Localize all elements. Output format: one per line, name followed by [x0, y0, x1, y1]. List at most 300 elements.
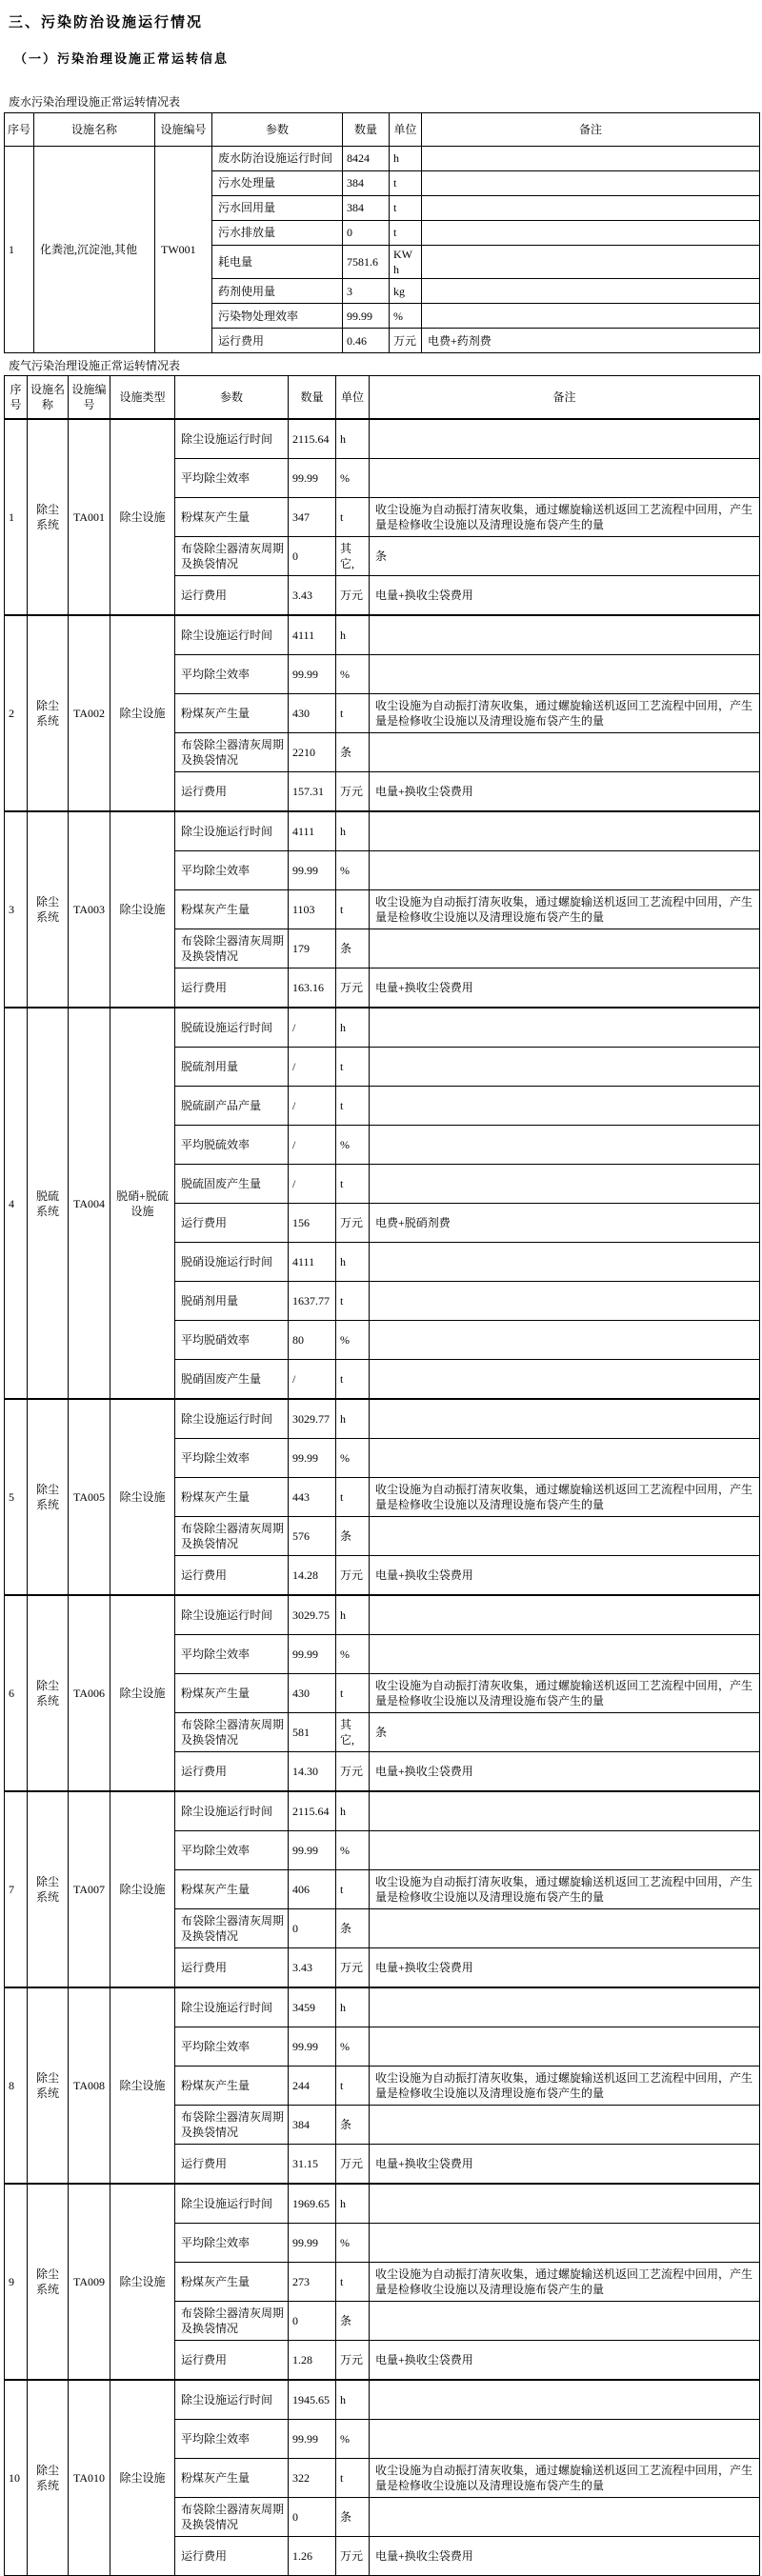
unit-cell: t [390, 171, 422, 196]
qty-cell: 99.99 [289, 851, 336, 890]
column-header: 参数 [175, 376, 289, 420]
qty-cell: 2115.64 [289, 419, 336, 459]
unit-cell: t [336, 1282, 370, 1321]
qty-cell: 156 [289, 1204, 336, 1243]
facility-name-cell: 除尘系统 [28, 419, 69, 615]
facility-name-cell: 除尘系统 [28, 1791, 69, 1987]
note-cell [370, 851, 760, 890]
table-row [5, 615, 760, 655]
note-cell [370, 1399, 760, 1439]
param-cell: 脱硫固废产生量 [175, 1165, 289, 1204]
qty-cell: 157.31 [289, 772, 336, 812]
facility-section [5, 1399, 760, 1595]
param-cell: 药剂使用量 [212, 279, 343, 304]
param-cell: 废水防治设施运行时间 [212, 147, 343, 171]
note-cell: 收尘设施为自动振打清灰收集，通过螺旋输送机返回工艺流程中回用，产生量是检修收尘设施以及清理设施布袋产生的量 [370, 2459, 760, 2498]
column-header: 数量 [343, 113, 390, 147]
param-cell: 除尘设施运行时间 [175, 1399, 289, 1439]
unit-cell: % [336, 1321, 370, 1360]
note-cell [370, 2302, 760, 2341]
qty-cell: 347 [289, 498, 336, 537]
param-cell: 布袋除尘器清灰周期及换袋情况 [175, 2498, 289, 2537]
unit-cell: 万元 [336, 1556, 370, 1596]
unit-cell: t [390, 196, 422, 221]
facility-name-cell: 除尘系统 [28, 1595, 69, 1791]
param-cell: 运行费用 [175, 1556, 289, 1596]
column-header: 设施类型 [110, 376, 175, 420]
unit-cell: h [336, 2380, 370, 2420]
qty-cell: 0 [289, 2498, 336, 2537]
param-cell: 粉煤灰产生量 [175, 2067, 289, 2106]
note-cell: 电量+换收尘袋费用 [370, 1752, 760, 1792]
unit-cell: h [336, 2184, 370, 2224]
qty-cell: 3 [343, 279, 390, 304]
param-cell: 脱硝设施运行时间 [175, 1243, 289, 1282]
unit-cell: 条 [336, 733, 370, 772]
column-header: 参数 [212, 113, 343, 147]
row-index-cell: 8 [5, 1987, 28, 2184]
unit-cell: t [336, 1087, 370, 1126]
param-cell: 布袋除尘器清灰周期及换袋情况 [175, 733, 289, 772]
param-cell: 除尘设施运行时间 [175, 811, 289, 851]
param-cell: 粉煤灰产生量 [175, 1674, 289, 1713]
note-cell [370, 1282, 760, 1321]
param-cell: 平均脱硝效率 [175, 1321, 289, 1360]
qty-cell: 14.30 [289, 1752, 336, 1792]
qty-cell: 1969.65 [289, 2184, 336, 2224]
note-cell: 电费+脱硝剂费 [370, 1204, 760, 1243]
unit-cell: 万元 [336, 968, 370, 1008]
qty-cell: 99.99 [289, 655, 336, 694]
note-cell [370, 1165, 760, 1204]
qty-cell: 99.99 [289, 1439, 336, 1478]
unit-cell: t [390, 221, 422, 246]
param-cell: 布袋除尘器清灰周期及换袋情况 [175, 1909, 289, 1948]
qty-cell: 3459 [289, 1987, 336, 2027]
note-cell [370, 2420, 760, 2459]
param-cell: 平均除尘效率 [175, 2224, 289, 2263]
facility-code-cell: TA003 [69, 811, 110, 1008]
unit-cell: h [336, 615, 370, 655]
param-cell: 平均除尘效率 [175, 655, 289, 694]
column-header: 设施名称 [34, 113, 155, 147]
param-cell: 除尘设施运行时间 [175, 1987, 289, 2027]
unit-cell: % [336, 2224, 370, 2263]
qty-cell: 163.16 [289, 968, 336, 1008]
column-header: 设施编号 [69, 376, 110, 420]
table-row [5, 2380, 760, 2420]
unit-cell: 万元 [336, 2145, 370, 2185]
row-index-cell: 4 [5, 1008, 28, 1399]
column-header: 设施名称 [28, 376, 69, 420]
facility-code-cell: TA007 [69, 1791, 110, 1987]
qty-cell: 2115.64 [289, 1791, 336, 1831]
table-row [5, 1399, 760, 1439]
facility-section [5, 2184, 760, 2380]
water-table-label: 废水污染治理设施正常运转情况表 [9, 95, 181, 109]
qty-cell: 99.99 [289, 1635, 336, 1674]
param-cell: 污水回用量 [212, 196, 343, 221]
qty-cell: / [289, 1087, 336, 1126]
unit-cell: % [336, 1831, 370, 1870]
note-cell [370, 419, 760, 459]
unit-cell: 万元 [336, 1752, 370, 1792]
note-cell [370, 2498, 760, 2537]
qty-cell: 7581.6 [343, 246, 390, 279]
table-row [5, 147, 760, 171]
param-cell: 脱硝剂用量 [175, 1282, 289, 1321]
note-cell [370, 1048, 760, 1087]
facility-name-cell: 化粪池,沉淀池,其他 [34, 147, 155, 353]
unit-cell: h [336, 1008, 370, 1048]
row-index-cell: 9 [5, 2184, 28, 2380]
unit-cell: 万元 [336, 1204, 370, 1243]
param-cell: 运行费用 [175, 1204, 289, 1243]
note-cell: 收尘设施为自动振打清灰收集，通过螺旋输送机返回工艺流程中回用，产生量是检修收尘设施以及清理设施布袋产生的量 [370, 890, 760, 929]
unit-cell: t [336, 1478, 370, 1517]
note-cell: 电量+换收尘袋费用 [370, 2341, 760, 2381]
unit-cell: 条 [336, 2498, 370, 2537]
qty-cell: 0 [289, 1909, 336, 1948]
param-cell: 运行费用 [175, 2145, 289, 2185]
note-cell [370, 1909, 760, 1948]
qty-cell: 3.43 [289, 1948, 336, 1988]
facility-section [5, 1987, 760, 2184]
param-cell: 布袋除尘器清灰周期及换袋情况 [175, 929, 289, 968]
facility-code-cell: TA004 [69, 1008, 110, 1399]
note-cell [422, 196, 760, 221]
param-cell: 平均除尘效率 [175, 2027, 289, 2067]
table-row [5, 1595, 760, 1635]
qty-cell: 384 [289, 2106, 336, 2145]
qty-cell: 322 [289, 2459, 336, 2498]
param-cell: 除尘设施运行时间 [175, 1595, 289, 1635]
unit-cell: h [336, 1987, 370, 2027]
qty-cell: 430 [289, 1674, 336, 1713]
note-cell [370, 459, 760, 498]
unit-cell: t [336, 2459, 370, 2498]
row-index-cell: 1 [5, 147, 34, 353]
note-cell [370, 1831, 760, 1870]
facility-type-cell: 除尘设施 [110, 1399, 175, 1595]
param-cell: 粉煤灰产生量 [175, 2459, 289, 2498]
param-cell: 脱硫剂用量 [175, 1048, 289, 1087]
unit-cell: t [336, 498, 370, 537]
qty-cell: 1103 [289, 890, 336, 929]
qty-cell: 179 [289, 929, 336, 968]
row-index-cell: 6 [5, 1595, 28, 1791]
note-cell: 收尘设施为自动振打清灰收集，通过螺旋输送机返回工艺流程中回用，产生量是检修收尘设施以及清理设施布袋产生的量 [370, 1674, 760, 1713]
facility-name-cell: 除尘系统 [28, 2184, 69, 2380]
param-cell: 运行费用 [175, 2341, 289, 2381]
note-cell: 电量+换收尘袋费用 [370, 2145, 760, 2185]
note-cell: 收尘设施为自动振打清灰收集，通过螺旋输送机返回工艺流程中回用，产生量是检修收尘设施以及清理设施布袋产生的量 [370, 1870, 760, 1909]
qty-cell: 576 [289, 1517, 336, 1556]
column-header: 设施编号 [155, 113, 212, 147]
qty-cell: 0.46 [343, 329, 390, 353]
qty-cell: 1945.65 [289, 2380, 336, 2420]
qty-cell: 3029.75 [289, 1595, 336, 1635]
unit-cell: 其它, [336, 537, 370, 576]
note-cell [370, 1987, 760, 2027]
facility-code-cell: TA005 [69, 1399, 110, 1595]
param-cell: 平均除尘效率 [175, 459, 289, 498]
note-cell [370, 1791, 760, 1831]
unit-cell: % [336, 1126, 370, 1165]
unit-cell: 万元 [336, 1948, 370, 1988]
note-cell [370, 1008, 760, 1048]
param-cell: 脱硝固废产生量 [175, 1360, 289, 1400]
unit-cell: t [336, 2067, 370, 2106]
param-cell: 粉煤灰产生量 [175, 694, 289, 733]
param-cell: 运行费用 [175, 772, 289, 812]
water-table-header [5, 113, 760, 147]
note-cell [370, 1635, 760, 1674]
qty-cell: 4111 [289, 1243, 336, 1282]
qty-cell: 384 [343, 171, 390, 196]
note-cell [370, 1439, 760, 1478]
note-cell: 电量+换收尘袋费用 [370, 772, 760, 812]
facility-type-cell: 除尘设施 [110, 1987, 175, 2184]
param-cell: 平均除尘效率 [175, 1635, 289, 1674]
param-cell: 除尘设施运行时间 [175, 419, 289, 459]
qty-cell: 4111 [289, 615, 336, 655]
qty-cell: 244 [289, 2067, 336, 2106]
gas-treatment-table [4, 375, 760, 2576]
unit-cell: t [336, 1165, 370, 1204]
row-index-cell: 3 [5, 811, 28, 1008]
note-cell [370, 929, 760, 968]
unit-cell: 万元 [390, 329, 422, 353]
qty-cell: 581 [289, 1713, 336, 1752]
note-cell: 收尘设施为自动振打清灰收集，通过螺旋输送机返回工艺流程中回用，产生量是检修收尘设施以及清理设施布袋产生的量 [370, 498, 760, 537]
table-row [5, 2184, 760, 2224]
facility-type-cell: 脱硝+脱硫设施 [110, 1008, 175, 1399]
note-cell [370, 1243, 760, 1282]
unit-cell: 万元 [336, 2341, 370, 2381]
param-cell: 布袋除尘器清灰周期及换袋情况 [175, 1713, 289, 1752]
unit-cell: % [336, 655, 370, 694]
note-cell [370, 615, 760, 655]
qty-cell: 80 [289, 1321, 336, 1360]
facility-code-cell: TA006 [69, 1595, 110, 1791]
param-cell: 粉煤灰产生量 [175, 498, 289, 537]
note-cell [422, 171, 760, 196]
water-table-body [5, 147, 760, 353]
unit-cell: h [336, 1791, 370, 1831]
facility-type-cell: 除尘设施 [110, 2380, 175, 2576]
facility-section [5, 615, 760, 811]
gas-table-label: 废气污染治理设施正常运转情况表 [9, 359, 181, 373]
unit-cell: % [336, 2027, 370, 2067]
qty-cell: 406 [289, 1870, 336, 1909]
table-row [5, 419, 760, 459]
qty-cell: 1637.77 [289, 1282, 336, 1321]
unit-cell: h [336, 1399, 370, 1439]
note-cell [370, 811, 760, 851]
qty-cell: 99.99 [289, 1831, 336, 1870]
row-index-cell: 5 [5, 1399, 28, 1595]
param-cell: 粉煤灰产生量 [175, 1870, 289, 1909]
facility-section [5, 811, 760, 1008]
water-treatment-table [4, 112, 760, 353]
qty-cell: 99.99 [343, 304, 390, 329]
qty-cell: / [289, 1008, 336, 1048]
facility-code-cell: TW001 [155, 147, 212, 353]
param-cell: 布袋除尘器清灰周期及换袋情况 [175, 2106, 289, 2145]
param-cell: 运行费用 [175, 576, 289, 616]
note-cell [370, 1595, 760, 1635]
note-cell: 电费+药剂费 [422, 329, 760, 353]
qty-cell: / [289, 1165, 336, 1204]
row-index-cell: 1 [5, 419, 28, 615]
facility-code-cell: TA001 [69, 419, 110, 615]
facility-code-cell: TA010 [69, 2380, 110, 2576]
unit-cell: 条 [336, 2302, 370, 2341]
note-cell [370, 2027, 760, 2067]
param-cell: 脱硫设施运行时间 [175, 1008, 289, 1048]
note-cell: 电量+换收尘袋费用 [370, 576, 760, 616]
facility-type-cell: 除尘设施 [110, 1595, 175, 1791]
facility-name-cell: 除尘系统 [28, 1987, 69, 2184]
note-cell: 条 [370, 537, 760, 576]
facility-name-cell: 脱硫系统 [28, 1008, 69, 1399]
facility-section [5, 2380, 760, 2576]
param-cell: 污水排放量 [212, 221, 343, 246]
unit-cell: h [390, 147, 422, 171]
facility-type-cell: 除尘设施 [110, 811, 175, 1008]
facility-code-cell: TA009 [69, 2184, 110, 2380]
note-cell: 电量+换收尘袋费用 [370, 1556, 760, 1596]
qty-cell: / [289, 1048, 336, 1087]
note-cell [422, 304, 760, 329]
unit-cell: % [336, 1635, 370, 1674]
header-row [5, 113, 760, 147]
note-cell [370, 1321, 760, 1360]
qty-cell: 0 [289, 2302, 336, 2341]
note-cell [370, 1126, 760, 1165]
unit-cell: t [336, 694, 370, 733]
param-cell: 粉煤灰产生量 [175, 890, 289, 929]
table-row [5, 1791, 760, 1831]
unit-cell: % [336, 459, 370, 498]
unit-cell: 条 [336, 1517, 370, 1556]
facility-name-cell: 除尘系统 [28, 2380, 69, 2576]
table-row [5, 1008, 760, 1048]
column-header: 序号 [5, 113, 34, 147]
param-cell: 除尘设施运行时间 [175, 615, 289, 655]
param-cell: 耗电量 [212, 246, 343, 279]
qty-cell: 14.28 [289, 1556, 336, 1596]
note-cell: 条 [370, 1713, 760, 1752]
note-cell [422, 246, 760, 279]
facility-section [5, 419, 760, 615]
unit-cell: 万元 [336, 2537, 370, 2576]
qty-cell: / [289, 1126, 336, 1165]
param-cell: 运行费用 [175, 1948, 289, 1988]
param-cell: 除尘设施运行时间 [175, 2184, 289, 2224]
gas-table-header [5, 376, 760, 420]
qty-cell: 3029.77 [289, 1399, 336, 1439]
param-cell: 脱硫副产品产量 [175, 1087, 289, 1126]
qty-cell: 99.99 [289, 2224, 336, 2263]
facility-code-cell: TA002 [69, 615, 110, 811]
facility-name-cell: 除尘系统 [28, 811, 69, 1008]
qty-cell: 0 [343, 221, 390, 246]
note-cell [370, 733, 760, 772]
note-cell [422, 221, 760, 246]
note-cell: 收尘设施为自动振打清灰收集，通过螺旋输送机返回工艺流程中回用，产生量是检修收尘设施以及清理设施布袋产生的量 [370, 1478, 760, 1517]
column-header: 序号 [5, 376, 28, 420]
unit-cell: 条 [336, 1909, 370, 1948]
unit-cell: 万元 [336, 772, 370, 812]
note-cell: 电量+换收尘袋费用 [370, 1948, 760, 1988]
unit-cell: t [336, 890, 370, 929]
qty-cell: / [289, 1360, 336, 1400]
note-cell: 收尘设施为自动振打清灰收集，通过螺旋输送机返回工艺流程中回用，产生量是检修收尘设施以及清理设施布袋产生的量 [370, 694, 760, 733]
unit-cell: t [336, 2263, 370, 2302]
param-cell: 粉煤灰产生量 [175, 2263, 289, 2302]
unit-cell: h [336, 1243, 370, 1282]
facility-type-cell: 除尘设施 [110, 419, 175, 615]
facility-type-cell: 除尘设施 [110, 615, 175, 811]
unit-cell: % [336, 851, 370, 890]
param-cell: 污水处理量 [212, 171, 343, 196]
note-cell [422, 279, 760, 304]
note-cell: 电量+换收尘袋费用 [370, 968, 760, 1008]
note-cell [370, 2380, 760, 2420]
param-cell: 平均脱硫效率 [175, 1126, 289, 1165]
unit-cell: h [336, 1595, 370, 1635]
param-cell: 运行费用 [175, 2537, 289, 2576]
qty-cell: 2210 [289, 733, 336, 772]
row-index-cell: 10 [5, 2380, 28, 2576]
facility-type-cell: 除尘设施 [110, 1791, 175, 1987]
param-cell: 平均除尘效率 [175, 1439, 289, 1478]
facility-name-cell: 除尘系统 [28, 1399, 69, 1595]
param-cell: 平均除尘效率 [175, 2420, 289, 2459]
page-title: 三、污染防治设施运行情况 [9, 15, 204, 30]
header-row [5, 376, 760, 420]
note-cell: 收尘设施为自动振打清灰收集，通过螺旋输送机返回工艺流程中回用，产生量是检修收尘设施以及清理设施布袋产生的量 [370, 2067, 760, 2106]
param-cell: 污染物处理效率 [212, 304, 343, 329]
unit-cell: t [336, 1360, 370, 1400]
unit-cell: 条 [336, 929, 370, 968]
row-index-cell: 2 [5, 615, 28, 811]
qty-cell: 99.99 [289, 2420, 336, 2459]
unit-cell: 万元 [336, 576, 370, 616]
unit-cell: t [336, 1870, 370, 1909]
note-cell [370, 2224, 760, 2263]
note-cell [370, 1360, 760, 1400]
qty-cell: 4111 [289, 811, 336, 851]
qty-cell: 430 [289, 694, 336, 733]
facility-section [5, 1595, 760, 1791]
param-cell: 除尘设施运行时间 [175, 2380, 289, 2420]
note-cell: 电量+换收尘袋费用 [370, 2537, 760, 2576]
qty-cell: 0 [289, 537, 336, 576]
note-cell [370, 655, 760, 694]
param-cell: 除尘设施运行时间 [175, 1791, 289, 1831]
param-cell: 布袋除尘器清灰周期及换袋情况 [175, 537, 289, 576]
qty-cell: 273 [289, 2263, 336, 2302]
qty-cell: 8424 [343, 147, 390, 171]
unit-cell: t [336, 1674, 370, 1713]
unit-cell: t [336, 1048, 370, 1087]
note-cell [370, 1087, 760, 1126]
facility-section [5, 1008, 760, 1399]
qty-cell: 3.43 [289, 576, 336, 616]
